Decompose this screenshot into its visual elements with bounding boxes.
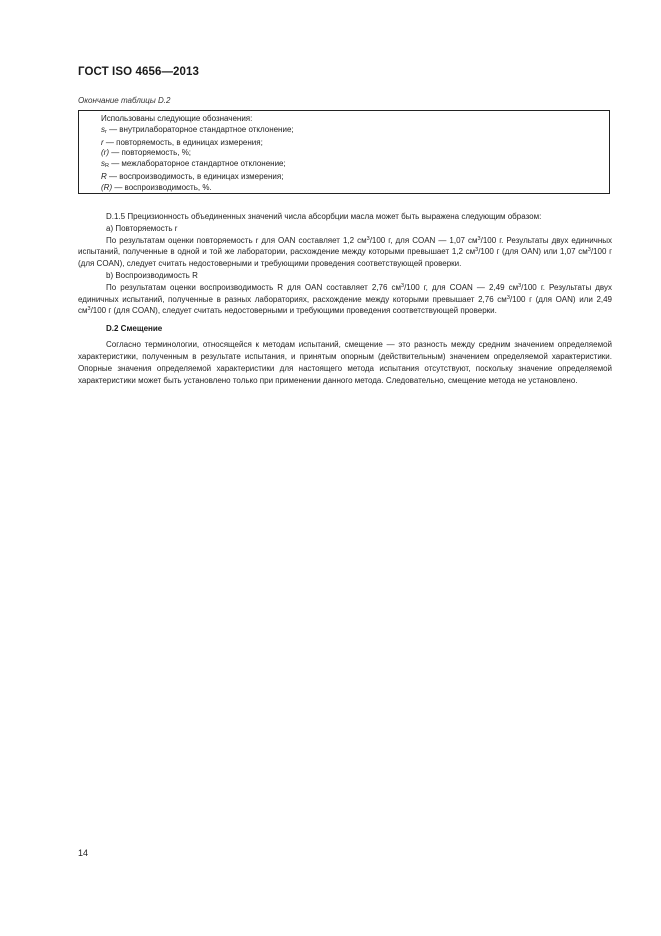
notation-item <box>101 159 609 172</box>
notation-symbol: (r) <box>101 148 109 158</box>
notation-item <box>101 183 609 194</box>
notation-item <box>101 138 609 149</box>
reproducibility-paragraph: По результатам оценки воспроизводимость R для OAN составляет 2,76 $см^3/100$ г, для COAN — 2,49 $см^3/100$ г. Результаты двух единичных испытаний, полученные в разных лабораториях, расхождение между которыми превышает 2,76 $см^3/100$ г (для OAN) или 2,49 $см^3/100$ г (для COAN), следует считать недостоверными и требующими проведения соответствующей проверки. <box>78 282 613 316</box>
notation-text: — межлабораторное стандартное отклонение; <box>108 159 286 169</box>
reproducibility-heading: b) Воспроизводимость R <box>106 270 198 280</box>
repeatability-paragraph: По результатам оценки повторяемость r для OAN составляет 1,2 $см^3/100$ г, для COAN — 1,07 $см^3/100$ г. Результаты двух единичных испытаний, полученные в одной и той же лаборатории, расхождение между которыми превышает 1,2 $см^3/100$ г (для OAN) или 1,07 $см^3/100$ г (для COAN), следует считать недостоверными и требующими проведения соответствующей проверки. <box>78 235 612 269</box>
notation-subscript: r <box>105 128 107 135</box>
repeatability-heading: а) Повторяемость r <box>106 223 178 233</box>
notation-item <box>101 125 609 138</box>
page-number: 14 <box>78 848 89 858</box>
notation-item <box>101 148 609 159</box>
notation-text: — внутрилабораторное стандартное отклонение; <box>106 124 294 134</box>
section-d2-paragraph: Согласно терминологии, относящейся к методам испытаний, смещение — это разность между средним значением определяемой характеристики, полученным в результате испытания, и принятым опорным (действительным) значением определяемой характеристики. Опорные значения определяемой характеристики для настоящего метода испытания отсутствуют, поскольку значение определяемой характеристики может быть установлено только при применении данного метода. Следовательно, смещение метода не установлено. <box>78 340 612 385</box>
notation-item <box>101 172 609 183</box>
section-d15-intro: D.1.5 Прецизионность объединенных значений числа абсорбции масла может быть выражена следующим образом: <box>106 212 542 221</box>
document-body <box>78 211 612 386</box>
notation-symbol: (R) <box>101 182 113 192</box>
notation-symbol: s <box>101 159 105 169</box>
notation-symbol: r <box>101 137 104 147</box>
notation-text: — повторяемость, %; <box>109 148 192 158</box>
notation-text: — воспроизводимость, %. <box>112 182 212 192</box>
notation-intro: Использованы следующие обозначения: <box>101 114 253 123</box>
notation-symbol: R <box>101 171 107 181</box>
notation-symbol: s <box>101 124 105 134</box>
document-header: ГОСТ ISO 4656—2013 <box>78 66 200 78</box>
notation-text: — воспроизводимость, в единицах измерения; <box>106 171 284 181</box>
notation-subscript: R <box>105 163 109 170</box>
section-d2-heading: D.2 Смещение <box>106 324 163 334</box>
notation-text: — повторяемость, в единицах измерения; <box>103 137 263 147</box>
notation-table-cell <box>78 110 610 194</box>
table-caption: Окончание таблицы D.2 <box>78 96 171 105</box>
